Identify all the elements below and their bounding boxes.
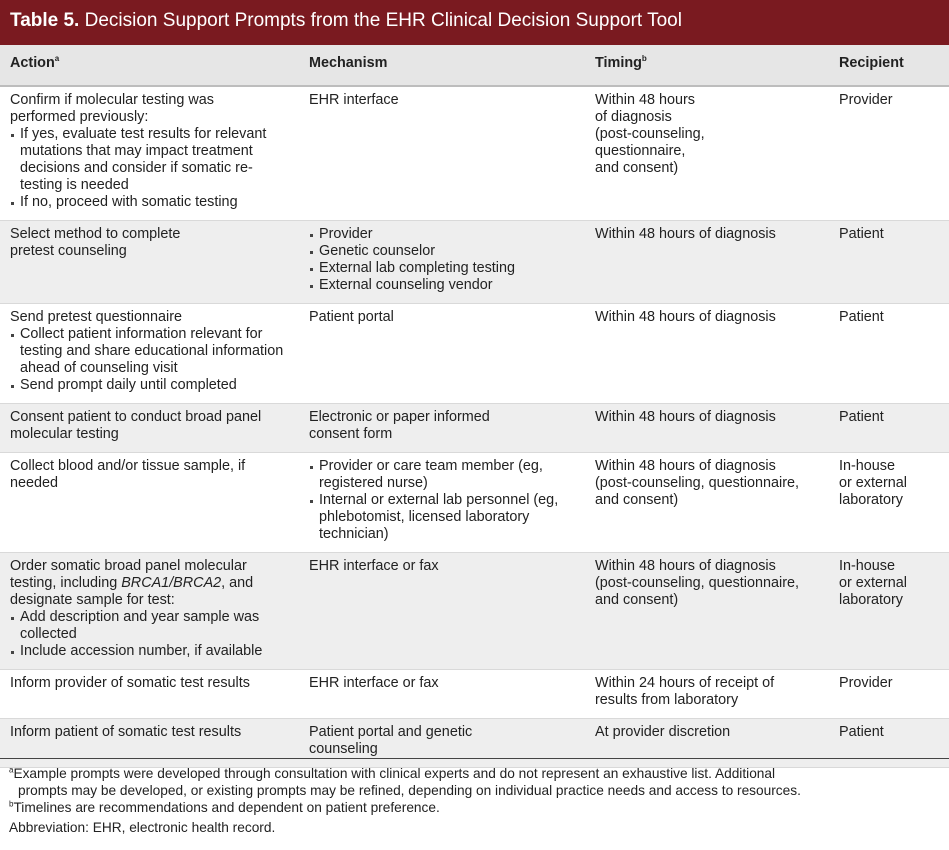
header-mechanism: Mechanism [299, 45, 585, 86]
table-row [0, 453, 949, 553]
table-footnotes [0, 758, 949, 836]
gene-name: BRCA1/BRCA2 [121, 575, 222, 591]
recipient-cell: Provider [829, 86, 949, 221]
table-title [0, 0, 949, 45]
mechanism-cell: EHR interface [299, 86, 585, 221]
bullet-item: If no, proceed with somatic testing [10, 194, 289, 211]
recipient-cell: Patient [829, 304, 949, 404]
mechanism-cell: Electronic or paper informed consent form [299, 404, 585, 453]
bullet-item: External counseling vendor [309, 277, 575, 294]
action-cell: Inform patient of somatic test results [0, 719, 299, 768]
timing-cell: Within 48 hours of diagnosis [585, 221, 829, 304]
action-cell: Collect blood and/or tissue sample, if needed [0, 453, 299, 553]
recipient-cell: Provider [829, 670, 949, 719]
recipient-cell: Patient [829, 404, 949, 453]
bullet-item: Provider or care team member (eg, registered nurse) [309, 458, 575, 492]
table-row [0, 670, 949, 719]
bullet-item: Collect patient information relevant for testing and share educational information ahead of counseling visit [10, 326, 289, 377]
mechanism-cell: Patient portal and genetic counseling [299, 719, 585, 768]
action-cell: Consent patient to conduct broad panel molecular testing [0, 404, 299, 453]
table-row [0, 221, 949, 304]
header-timing: Timing$^b$ [585, 45, 829, 86]
bullet-item: Provider [309, 226, 575, 243]
footnote-a: $^a$Example prompts were developed through consultation with clinical experts and do not represent an exhaustive list. Additional [9, 765, 776, 781]
bullet-item: Add description and year sample was collected [10, 609, 289, 643]
bullet-item: Genetic counselor [309, 243, 575, 260]
timing-cell: At provider discretion [585, 719, 829, 768]
mechanism-cell: EHR interface or fax [299, 670, 585, 719]
timing-cell: Within 48 hours of diagnosis (post-counseling, questionnaire, and consent) [585, 553, 829, 670]
timing-cell: Within 48 hours of diagnosis [585, 304, 829, 404]
bullet-item: Include accession number, if available [10, 643, 289, 660]
action-cell: Order somatic broad panel molecular testing, including BRCA1/BRCA2, and designate sample for test: Add description and year sample was collected Include accession number, if available [0, 553, 299, 670]
header-recipient: Recipient [829, 45, 949, 86]
bullet-item: External lab completing testing [309, 260, 575, 277]
mechanism-cell: EHR interface or fax [299, 553, 585, 670]
footnote-b: $^b$Timelines are recommendations and dependent on patient preference. [9, 799, 440, 815]
header-row [0, 45, 949, 86]
bullet-item: Send prompt daily until completed [10, 377, 289, 394]
recipient-cell: In-house or external laboratory [829, 553, 949, 670]
timing-cell: Within 48 hours of diagnosis (post-counseling, questionnaire, and consent) [585, 86, 829, 221]
bullet-item: Internal or external lab personnel (eg, phlebotomist, licensed laboratory technician) [309, 492, 575, 543]
timing-cell: Within 24 hours of receipt of results from laboratory [585, 670, 829, 719]
mechanism-cell: Patient portal [299, 304, 585, 404]
action-cell: Select method to complete pretest counseling [0, 221, 299, 304]
table-row [0, 404, 949, 453]
action-cell: Inform provider of somatic test results [0, 670, 299, 719]
table-title-label: Table 5. [10, 10, 80, 31]
mechanism-cell [299, 453, 585, 553]
bullet-item: If yes, evaluate test results for relevant mutations that may impact treatment decisions and consider if somatic re-testing is needed [10, 126, 289, 194]
timing-cell: Within 48 hours of diagnosis [585, 404, 829, 453]
action-cell: Confirm if molecular testing was performed previously: If yes, evaluate test results for relevant mutations that may impact treatment decisions and consider if somatic re-testing is needed If no, proceed with somatic testing [0, 86, 299, 221]
footnote-a-continued: prompts may be developed, or existing prompts may be refined, depending on individual practice needs and access to resources. [18, 783, 801, 798]
action-cell: Send pretest questionnaire Collect patient information relevant for testing and share educational information ahead of counseling visit Send prompt daily until completed [0, 304, 299, 404]
decision-support-table [0, 45, 949, 768]
recipient-cell: In-house or external laboratory [829, 453, 949, 553]
table-row [0, 553, 949, 670]
recipient-cell: Patient [829, 719, 949, 768]
recipient-cell: Patient [829, 221, 949, 304]
header-action: Action$^a$ [0, 45, 299, 86]
abbreviation-note: Abbreviation: EHR, electronic health record. [9, 820, 276, 835]
timing-cell: Within 48 hours of diagnosis (post-counseling, questionnaire, and consent) [585, 453, 829, 553]
table-row [0, 86, 949, 221]
table-title-text: Decision Support Prompts from the EHR Clinical Decision Support Tool [79, 10, 682, 31]
table-row [0, 304, 949, 404]
mechanism-cell [299, 221, 585, 304]
